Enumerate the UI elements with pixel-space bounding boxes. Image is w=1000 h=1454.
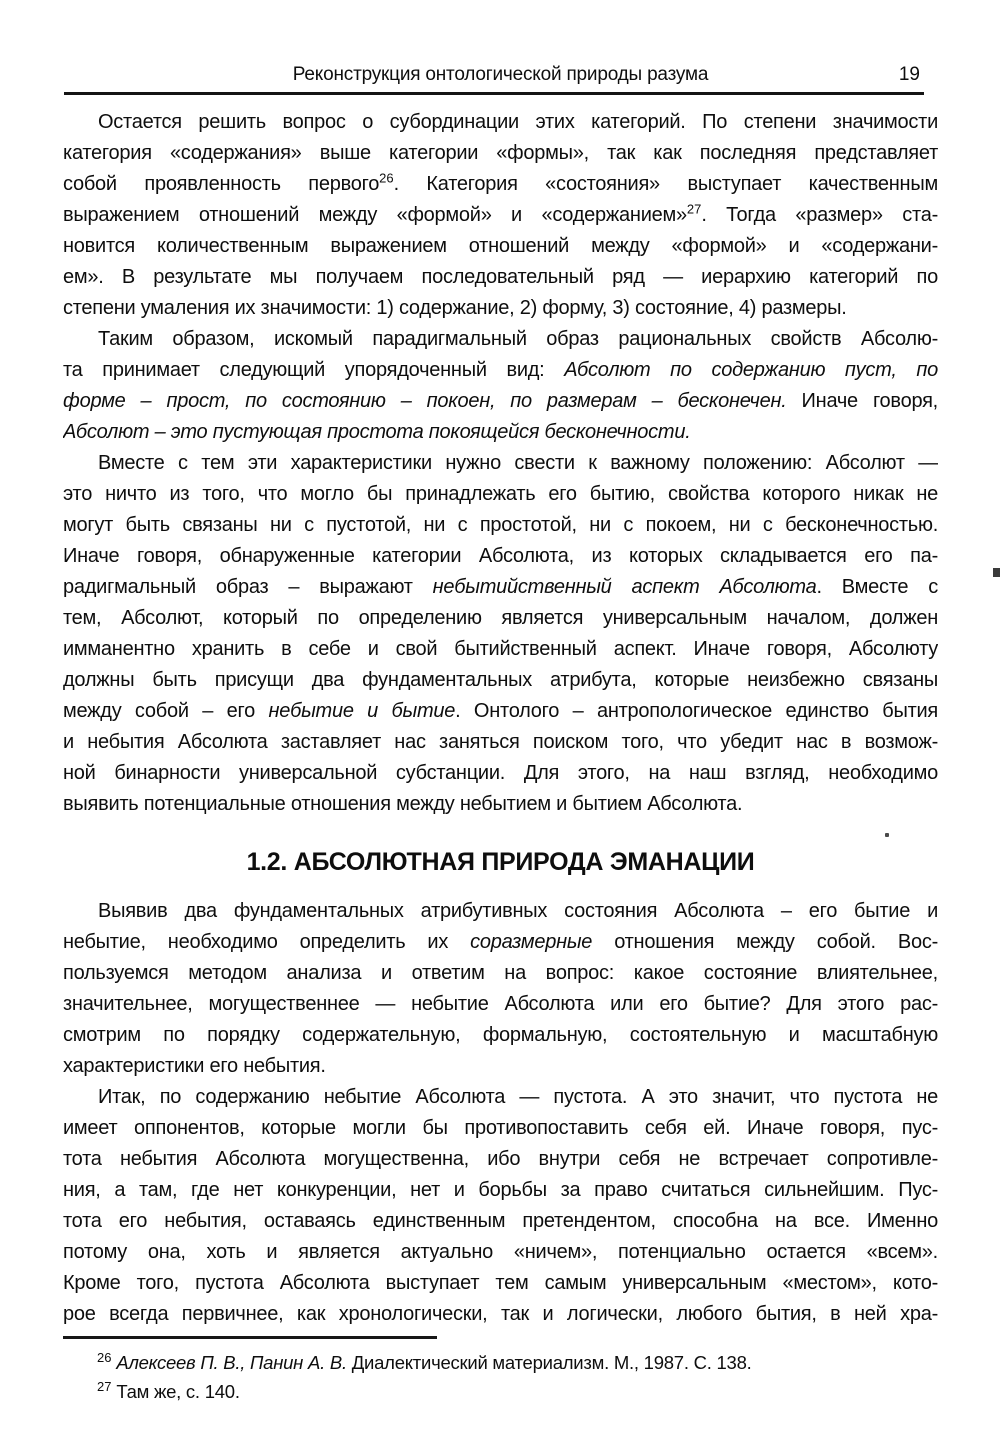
text-line bbox=[63, 665, 938, 696]
footnote-line bbox=[63, 1377, 938, 1406]
text-run: рое всегда первичнее, как хронологически, так и логически, любого бытия, в ней хра- bbox=[63, 1303, 938, 1325]
text-line bbox=[63, 355, 938, 386]
text-run: выражением отношений между «формой» и «содержанием» bbox=[63, 204, 687, 226]
text-run: . Онтолого – антропологическое единство бытия bbox=[455, 700, 938, 722]
footnote-line bbox=[63, 1348, 938, 1377]
header-rule bbox=[64, 92, 924, 95]
scan-artifact bbox=[993, 568, 1000, 577]
text-line bbox=[63, 479, 938, 510]
text-line bbox=[63, 1175, 938, 1206]
text-run: . Тогда «размер» ста- bbox=[701, 204, 938, 226]
text-run: потому она, хоть и является актуально «ничем», потенциально остается «всем». bbox=[63, 1241, 938, 1263]
section-heading: 1.2. АБСОЛЮТНАЯ ПРИРОДА ЭМАНАЦИИ bbox=[246, 848, 755, 876]
text-run: . Категория «состояния» выступает качественным bbox=[393, 173, 938, 195]
text-line bbox=[63, 138, 938, 169]
text-line bbox=[63, 386, 938, 417]
footnote-rule bbox=[63, 1336, 437, 1339]
text-line bbox=[63, 1082, 938, 1113]
text-run: имманентно хранить в себе и свой бытийственный аспект. Иначе говоря, Абсолюту bbox=[63, 638, 938, 660]
text-run: соразмерные bbox=[470, 931, 593, 953]
text-line bbox=[63, 958, 938, 989]
text-run: Выявив два фундаментальных атрибутивных состояния Абсолюта – его бытие и bbox=[98, 900, 938, 922]
footnote-ref: 26 bbox=[97, 1349, 112, 1365]
text-run: Кроме того, пустота Абсолюта выступает тем самым универсальным «местом», кото- bbox=[63, 1272, 938, 1294]
text-run: тем, Абсолют, который по определению является универсальным началом, должен bbox=[63, 607, 938, 629]
text-run: Абсолют по содержанию пуст, по bbox=[564, 359, 938, 381]
text-line bbox=[63, 634, 938, 665]
text-line bbox=[63, 1268, 938, 1299]
text-run: могут быть связаны ни с пустотой, ни с простотой, ни с покоем, ни с бесконечностью. bbox=[63, 514, 938, 536]
text-run: Иначе говоря, bbox=[786, 390, 938, 412]
text-line bbox=[63, 262, 938, 293]
text-line bbox=[63, 417, 938, 448]
text-run: новится количественным выражением отношений между «формой» и «содержани- bbox=[63, 235, 938, 257]
text-run: ния, а там, где нет конкуренции, нет и борьбы за право считаться сильнейшим. Пус- bbox=[63, 1179, 938, 1201]
text-line bbox=[63, 696, 938, 727]
text-line bbox=[63, 1299, 938, 1330]
text-run: Таким образом, искомый парадигмальный образ рациональных свойств Абсолю- bbox=[98, 328, 938, 350]
text-run: категория «содержания» выше категории «формы», так как последняя представляет bbox=[63, 142, 938, 164]
text-run: Там же, с. 140. bbox=[111, 1381, 240, 1402]
text-run: значительнее, могущественнее — небытие Абсолюта или его бытие? Для этого рас- bbox=[63, 993, 938, 1015]
text-run: Диалектический материализм. М., 1987. С. 138. bbox=[346, 1352, 752, 1373]
text-line bbox=[63, 727, 938, 758]
running-header-title: Реконструкция онтологической природы разума bbox=[292, 64, 709, 85]
text-line bbox=[63, 1206, 938, 1237]
text-line bbox=[63, 541, 938, 572]
text-run: Абсолют – это пустующая простота покоящейся бесконечности. bbox=[63, 421, 691, 443]
text-run: Вместе с тем эти характеристики нужно свести к важному положению: Абсолют — bbox=[98, 452, 938, 474]
text-run: Алексеев П. В., Панин А. В. bbox=[116, 1352, 347, 1373]
text-run: ем». В результате мы получаем последовательный ряд — иерархию категорий по bbox=[63, 266, 938, 288]
text-line bbox=[63, 293, 938, 324]
text-run: отношения между собой. Вос- bbox=[592, 931, 938, 953]
text-run: пользуемся методом анализа и ответим на вопрос: какое состояние влиятельнее, bbox=[63, 962, 938, 984]
text-run: . Вместе с bbox=[816, 576, 938, 598]
text-run: Итак, по содержанию небытие Абсолюта — пустота. А это значит, что пустота не bbox=[98, 1086, 938, 1108]
text-line bbox=[63, 572, 938, 603]
text-run: тота его небытия, оставаясь единственным претендентом, способна на все. Именно bbox=[63, 1210, 938, 1232]
text-run: выявить потенциальные отношения между небытием и бытием Абсолюта. bbox=[63, 793, 743, 815]
text-line bbox=[63, 1113, 938, 1144]
text-line bbox=[63, 789, 938, 820]
text-run: радигмальный образ – выражают bbox=[63, 576, 433, 598]
text-run: небытие, необходимо определить их bbox=[63, 931, 471, 953]
body-text bbox=[63, 107, 938, 1406]
footnote-ref: 26 bbox=[379, 170, 394, 186]
text-run: форме – прост, по состоянию – покоен, по размерам – бесконечен. bbox=[63, 390, 787, 412]
text-run: Иначе говоря, обнаруженные категории Абсолюта, из которых складывается его па- bbox=[63, 545, 938, 567]
text-line bbox=[63, 927, 938, 958]
text-run: между собой – его bbox=[63, 700, 269, 722]
text-run: должны быть присущи два фундаментальных атрибута, которые неизбежно связаны bbox=[63, 669, 938, 691]
text-run: смотрим по порядку содержательную, формальную, состоятельную и масштабную bbox=[63, 1024, 938, 1046]
text-run: характеристики его небытия. bbox=[63, 1055, 326, 1077]
text-line bbox=[63, 324, 938, 355]
text-line bbox=[63, 200, 938, 231]
text-line bbox=[63, 1051, 938, 1082]
text-line bbox=[63, 1144, 938, 1175]
text-run: тота небытия Абсолюта могущественна, ибо внутри себя не встречает сопротивле- bbox=[63, 1148, 938, 1170]
text-line bbox=[63, 107, 938, 138]
text-run: собой проявленность первого bbox=[63, 173, 380, 195]
text-line bbox=[63, 989, 938, 1020]
scan-artifact bbox=[885, 833, 889, 837]
text-run: небытие и бытие bbox=[268, 700, 456, 722]
text-run: это ничто из того, что могло бы принадлежать его бытию, свойства которого никак не bbox=[63, 483, 938, 505]
text-line bbox=[63, 603, 938, 634]
page-number: 19 bbox=[898, 64, 920, 85]
text-line bbox=[63, 231, 938, 262]
footnote-ref: 27 bbox=[97, 1378, 112, 1394]
text-line bbox=[63, 896, 938, 927]
text-run: Остается решить вопрос о субординации этих категорий. По степени значимости bbox=[98, 111, 938, 133]
text-line bbox=[63, 448, 938, 479]
text-run: имеет оппонентов, которые могли бы противопоставить себя ей. Иначе говоря, пус- bbox=[63, 1117, 938, 1139]
footnote-ref: 27 bbox=[686, 201, 702, 217]
text-run: ной бинарности универсальной субстанции. Для этого, на наш взгляд, необходимо bbox=[63, 762, 938, 784]
text-run: и небытия Абсолюта заставляет нас заняться поиском того, что убедит нас в возмож- bbox=[63, 731, 938, 753]
text-line bbox=[63, 1237, 938, 1268]
text-line bbox=[63, 758, 938, 789]
text-run: та принимает следующий упорядоченный вид: bbox=[63, 359, 565, 381]
text-line bbox=[63, 510, 938, 541]
text-line bbox=[63, 169, 938, 200]
running-header bbox=[63, 64, 938, 90]
text-run: небытийственный аспект Абсолюта bbox=[432, 576, 817, 598]
text-line bbox=[63, 1020, 938, 1051]
text-run: степени умаления их значимости: 1) содержание, 2) форму, 3) состояние, 4) размеры. bbox=[63, 297, 847, 319]
